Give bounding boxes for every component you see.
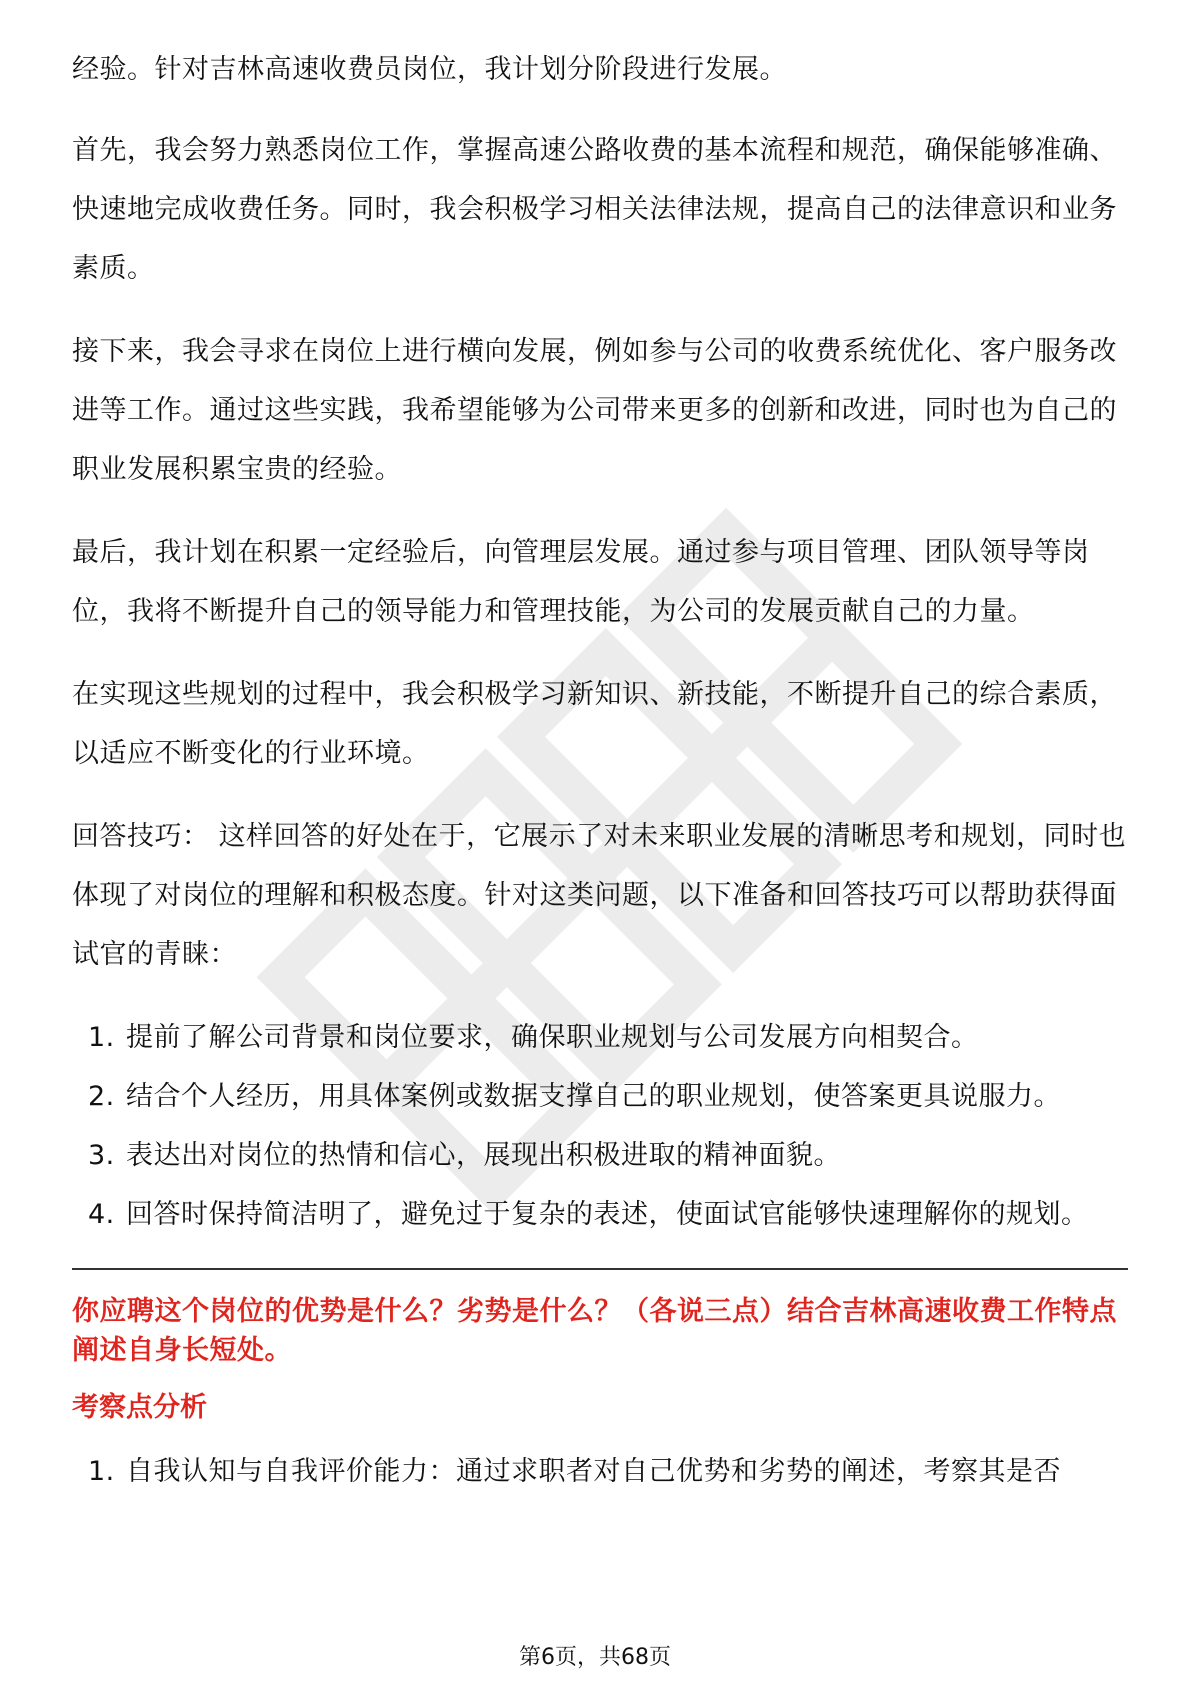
list-item: 4. 回答时保持简洁明了，避免过于复杂的表述，使面试官能够快速理解你的规划。 bbox=[88, 1199, 1089, 1230]
paragraph-2: 首先，我会努力熟悉岗位工作，掌握高速公路收费的基本流程和规范，确保能够准确、快速地完成收费任务。同时，我会积极学习相关法律法规，提高自己的法律意识和业务素质。 bbox=[72, 135, 1117, 284]
paragraph-4: 最后，我计划在积累一定经验后，向管理层发展。通过参与项目管理、团队领导等岗位，我将不断提升自己的领导能力和管理技能，为公司的发展贡献自己的力量。 bbox=[72, 537, 1090, 627]
page-number: 第6页，共68页 bbox=[519, 1645, 671, 1670]
list-item: 1. 提前了解公司背景和岗位要求，确保职业规划与公司发展方向相契合。 bbox=[88, 1022, 979, 1053]
paragraph-1: 经验。针对吉林高速收费员岗位，我计划分阶段进行发展。 bbox=[72, 54, 787, 85]
analysis-heading: 考察点分析 bbox=[72, 1392, 207, 1423]
question-heading: 你应聘这个岗位的优势是什么？劣势是什么？（各说三点）结合吉林高速收费工作特点阐述自身长短处。 bbox=[72, 1296, 1117, 1366]
analysis-list bbox=[72, 1442, 1128, 1501]
paragraph-5: 在实现这些规划的过程中，我会积极学习新知识、新技能，不断提升自己的综合素质，以适应不断变化的行业环境。 bbox=[72, 679, 1117, 769]
paragraph-3: 接下来，我会寻求在岗位上进行横向发展，例如参与公司的收费系统优化、客户服务改进等工作。通过这些实践，我希望能够为公司带来更多的创新和改进，同时也为自己的职业发展积累宝贵的经验。 bbox=[72, 336, 1117, 485]
section-divider bbox=[72, 1268, 1128, 1270]
list-item: 3. 表达出对岗位的热情和信心，展现出积极进取的精神面貌。 bbox=[88, 1140, 841, 1171]
list-item: 2. 结合个人经历，用具体案例或数据支撑自己的职业规划，使答案更具说服力。 bbox=[88, 1081, 1061, 1112]
tips-list bbox=[72, 1008, 1128, 1244]
document-page bbox=[72, 40, 1128, 1501]
list-item: 1. 自我认知与自我评价能力：通过求职者对自己优势和劣势的阐述，考察其是否 bbox=[88, 1456, 1061, 1487]
answer-tips-paragraph: 回答技巧： 这样回答的好处在于，它展示了对未来职业发展的清晰思考和规划，同时也体现了对岗位的理解和积极态度。针对这类问题，以下准备和回答技巧可以帮助获得面试官的青睐： bbox=[72, 821, 1127, 970]
